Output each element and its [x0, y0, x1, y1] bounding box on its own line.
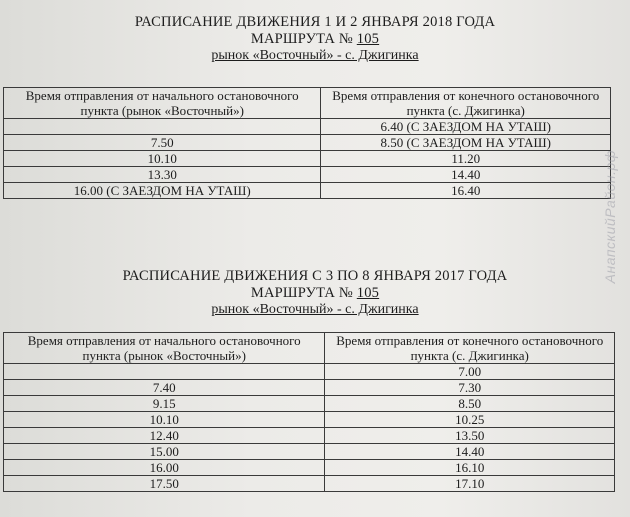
cell-left: 17.50 [4, 476, 325, 492]
schedule-2-route-name: рынок «Восточный» - с. Джигинка [211, 302, 419, 317]
cell-right: 16.40 [321, 183, 611, 199]
cell-left: 13.30 [4, 167, 321, 183]
cell-left [4, 364, 325, 380]
cell-right: 13.50 [325, 428, 615, 444]
schedule-1 [0, 14, 630, 198]
schedule-2-title: РАСПИСАНИЕ ДВИЖЕНИЯ С 3 ПО 8 ЯНВАРЯ 2017 ГОДА [122, 268, 508, 284]
cell-right: 10.25 [325, 412, 615, 428]
cell-right: 17.10 [325, 476, 615, 492]
cell-right: 14.40 [325, 444, 615, 460]
schedule-2 [0, 268, 630, 491]
route-number: 105 [356, 31, 380, 47]
schedule-1-route [0, 31, 630, 48]
cell-left: 12.40 [4, 428, 325, 444]
col-right-header: Время отправления от конечного остановочного пункта (с. Джигинка) [325, 333, 615, 364]
schedule-2-rows [4, 364, 615, 492]
col-right-header: Время отправления от конечного остановочного пункта (с. Джигинка) [321, 88, 611, 119]
schedule-1-table [3, 87, 611, 199]
cell-left: 10.10 [4, 412, 325, 428]
cell-right: 7.00 [325, 364, 615, 380]
table-row [4, 444, 615, 460]
schedule-2-route [0, 285, 630, 302]
cell-left: 7.50 [4, 135, 321, 151]
cell-right: 7.30 [325, 380, 615, 396]
table-header [4, 333, 615, 364]
schedule-1-rows [4, 119, 611, 199]
cell-left: 9.15 [4, 396, 325, 412]
table-row [4, 183, 611, 199]
table-row [4, 460, 615, 476]
table-row [4, 151, 611, 167]
route-prefix: МАРШРУТА № [250, 285, 357, 301]
watermark: АнапскийРайон.рф [602, 150, 618, 284]
schedule-1-title: РАСПИСАНИЕ ДВИЖЕНИЯ 1 И 2 ЯНВАРЯ 2018 ГОДА [134, 14, 496, 30]
col-left-header: Время отправления от начального остановочного пункта (рынок «Восточный») [4, 88, 321, 119]
cell-left: 16.00 [4, 460, 325, 476]
schedule-1-route-name: рынок «Восточный» - с. Джигинка [211, 48, 419, 63]
cell-right: 16.10 [325, 460, 615, 476]
schedule-2-table [3, 332, 615, 492]
cell-left [4, 119, 321, 135]
table-row [4, 412, 615, 428]
cell-left: 7.40 [4, 380, 325, 396]
table-row [4, 396, 615, 412]
table-row [4, 135, 611, 151]
cell-right: 14.40 [321, 167, 611, 183]
col-left-header: Время отправления от начального остановочного пункта (рынок «Восточный») [4, 333, 325, 364]
table-row [4, 364, 615, 380]
cell-right: 6.40 (С ЗАЕЗДОМ НА УТАШ) [321, 119, 611, 135]
cell-right: 11.20 [321, 151, 611, 167]
route-prefix: МАРШРУТА № [250, 31, 357, 47]
cell-left: 16.00 (С ЗАЕЗДОМ НА УТАШ) [4, 183, 321, 199]
cell-right: 8.50 [325, 396, 615, 412]
cell-right: 8.50 (С ЗАЕЗДОМ НА УТАШ) [321, 135, 611, 151]
cell-left: 10.10 [4, 151, 321, 167]
table-header [4, 88, 611, 119]
table-row [4, 428, 615, 444]
table-row [4, 476, 615, 492]
cell-left: 15.00 [4, 444, 325, 460]
table-row [4, 119, 611, 135]
route-number: 105 [356, 285, 380, 301]
table-row [4, 167, 611, 183]
table-row [4, 380, 615, 396]
